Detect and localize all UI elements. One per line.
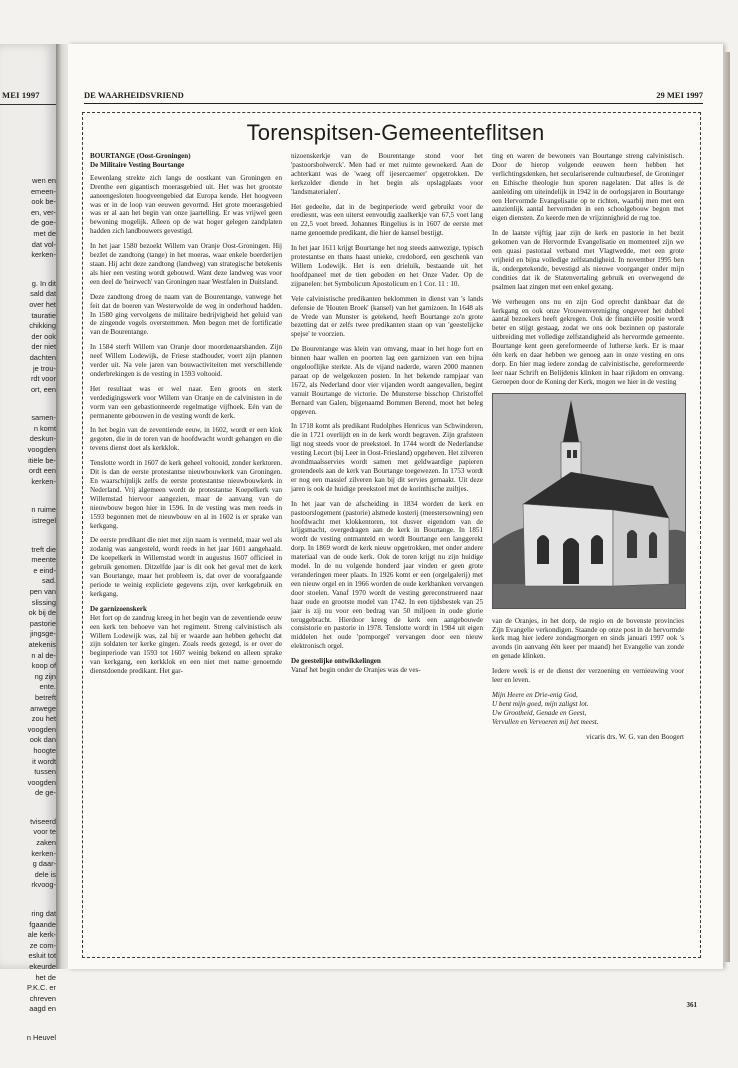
previous-page-line: voor te [33, 827, 56, 837]
previous-page-line: dat vol- [31, 239, 56, 249]
previous-page-line: emeen- [30, 186, 56, 196]
previous-page-text [2, 176, 56, 1062]
previous-page-line: en, ver- [30, 207, 56, 217]
previous-page-rule [0, 104, 56, 105]
previous-page-line: wen en [32, 176, 56, 185]
previous-page-line: voogden [27, 777, 56, 787]
previous-page-line: n komt [33, 423, 56, 433]
paragraph: In het begin van de zeventiende eeuw, in 1602, wordt er een klok gegoten, die in de toren van de hoofdwacht wordt gehangen en die tevens dienst doet als kerkklok. [90, 426, 282, 453]
column-1-body [90, 174, 282, 599]
previous-page-line: aagd en [29, 1004, 56, 1014]
previous-page-line: betreft [35, 692, 56, 702]
paragraph: In de laatste vijftig jaar zijn de kerk en pastorie in het bezit gekomen van de Hervormde Evangelisatie en momenteel zijn we een quasi pastoraal verband met Vlagtwedde, met een grote vrijheid en bijna volledige zelfstandigheid. In november 1995 ben ik, ondergetekende, bevestigd als nieuwe voorganger onder mijn condities dat ik de Statenvertaling gebruik en overwegend de psalmen laat zingen met een enkel gezang. [492, 229, 684, 291]
previous-page-line: n ruime [31, 505, 56, 515]
paragraph: Het fort op de zandrug kreeg in het begin van de zeventiende eeuw een kerk ten behoeve van het regiment. Streng calvinistisch als Willem Lodewijk was, zal hij er waarde aan hebben gehecht dat zijn soldaten ter kerke gingen. Zoals reeds gezegd, is er over de beginperiode van 1593 tot 1607 weinig bekend en alleen sprake van kerkgang, een kerkklok en een niet met name genoemde dienstdoende predikant. Het gar- [90, 613, 282, 676]
previous-page-line: koop of [31, 661, 56, 671]
paragraph-gap [2, 395, 56, 413]
previous-page-line: rdt voor [30, 374, 56, 384]
paragraph: In het jaar van de afscheiding in 1834 worden de kerk en pastoorslogement (pastorie) alsmede kosterij (meestersowning) een hoofdwacht met klokkentoren, tot dusver eigendom van de krijgsmacht, overgedragen aan de kerk in Bourtange. In 1851 wordt de vesting ontmanteld en wordt Bourtange een langgerekt dorp. In 1869 wordt de kerk nieuw opgetrokken, met onder andere materiaal van de oude kerk. Ook de toren krijgt nu zijn huidige model. In de nu volgende honderd jaar vinden er geen grote veranderingen meer plaats. In 1926 komt er een (orgelgalerij) met een nieuw orgel en in 1966 worden de oude kerkbanken vervangen door stoelen. Vanaf 1970 wordt de vesting gereconstrueerd naar haar oude en grootste model van 1742. In een tijdsbestek van 25 jaar is zij nu voor een bedrag van 50 miljoen in oude glorie teruggebracht. Hierdoor kreeg de kerk een aangebouwde consistorie en pastorie in 1978. Tenslotte wordt in 1984 uit eigen middelen het oude 'pomporgel' vervangen door een nieuw elektronisch orgel. [291, 499, 483, 651]
previous-page-line: treft die [31, 544, 56, 554]
author-signature: vicaris drs. W. G. van den Boogert [586, 732, 684, 741]
paragraph-gap [2, 527, 56, 545]
previous-page-line: n Heuvel [26, 1032, 56, 1042]
previous-page-line: ale kerk- [27, 930, 56, 940]
newspaper-page [68, 44, 723, 1009]
previous-page-line: dele is [34, 869, 56, 879]
previous-page-line: meente [31, 555, 56, 565]
paragraph: ting en waren de bewoners van Bourtange streng calvinistisch. Door de hierop volgende eeuwen heen hebben het verlichtingsdenken, het seculariserende cultuurbesef, de Groninger en Ethische theologie hun sporen nagelaten. Dat alles is de aanleiding om uiteindelijk in 1942 in de oorlogsjaren in Bourtange een Hervormde Evangelisatie op te richten, waarbij men met een aanzienlijk aantal hervormden in een schoolgebouw begon met eigen diensten. Zo keerde men de vrijzinnigheid de rug toe. [492, 152, 684, 223]
book-gutter [56, 44, 68, 969]
paragraph: Het resultaat was er wel naar. Een groots en sterk verdedigingswerk voor Willem van Oranje en de calvinisten in de vorm van een gebastionneerde regelmatige vijfhoek. Eén van de permanente gebouwen in de vesting wordt de kerk. [90, 384, 282, 420]
previous-page-line: tussen [34, 767, 56, 777]
previous-page-line: deskun- [29, 434, 56, 444]
paragraph-gap [2, 261, 56, 279]
previous-page-line: ok bij de [28, 608, 56, 618]
page-number: 361 [686, 1001, 697, 1009]
previous-page-line: voogden [27, 445, 56, 455]
paragraph: van de Oranjes, in het dorp, de regio en de bovenste provincies Zijn Evangelie verkondigen. Staande op onze post in de hervormde kerk mag hier iedere zondagmorgen en sinds januari 1997 ook 's avonds (in aanvang één keer per maand) het Evangelie van zonde en genade klinken. [492, 616, 684, 661]
publication-name: DE WAARHEIDSVRIEND [84, 90, 184, 100]
previous-page-line: slissing [31, 597, 56, 607]
paragraph: nizoenskerkje van de Bourentange stond voor het 'pastoorsbolwerck'. Men had er met ruimte gewoekerd. Aan de achterkant was de 'waeg off ijesercaemer' opgetrokken. De kerkzolder diende in het begin als opslagplaats voor 'landsmaterialen'. [291, 152, 483, 196]
previous-page-line: over het [29, 299, 56, 309]
previous-page-line: kerken- [31, 476, 56, 486]
section-heading-geestelijke-ontwikkelingen: De geestelijke ontwikkelingen [291, 657, 381, 666]
paragraph: Deze zandtong droeg de naam van de Bourentange, vanwege het feit dat de boeren van Westerwolde de weg in onderhoud hadden. In 1580 ging vervolgens de militaire bedrijvigheid het geluid van de zingende vogels overstemmen. Men begon met de fortificatie van de Bourentange. [90, 292, 282, 337]
previous-page-line: dachten [29, 352, 56, 362]
previous-page-line: jingsge- [30, 629, 56, 639]
previous-page-line: sald dat [30, 289, 56, 299]
previous-page-line: pastorie [29, 618, 56, 628]
paragraph: In het jaar 1611 krijgt Bourtange het nog steeds aanwezige, typisch protestantse en thans haast unieke, credobord, een geschenk van Willem Lodewijk. Het is een drieluik, bestaande uit het hoofdpaneel met de tien geboden en het Onze Vader. Op de zijpanelen: het Symbolicum Apostolicum en 1 Cor. 11 : 10. [291, 244, 483, 288]
previous-page-line: chreven [29, 993, 56, 1003]
paragraph: In het jaar 1580 bezoekt Willem van Oranje Oost-Groningen. Hij bezIet de zandtong (tange) in het moeras, waar enkele boerderijen staan. Hij acht deze zandtong (landweg) van strategische betekenis als hier een vesting wordt gebouwd. Want deze landweg was voor een deel de 'heirwech' van Groningen naar Westfalen in Duitsland. [90, 242, 282, 286]
section-heading-garnizoenskerk: De garnizoenskerk [90, 604, 147, 613]
paragraph-gap [2, 1015, 56, 1033]
paragraph: In 1718 komt als predikant Rudolphes Henricus van Schwinderen, die in 1721 overlijdt en in de kerk wordt begraven. Zijn grafsteen ligt nog steeds voor de preekstoel. In 1744 wordt de Nederlandse vesting Lecort (bij Leer in Oost-Friesland) opgeheven. Het zilveren avondmaalsservies wordt samen met geldwaardige papieren grotendeels aan de kerk van Bourtange toegewezen. In 1753 wordt er nog een massief zilveren kan bij dit servies gemaakt. Uit deze jaren is ook de huidige preekstoel met de korinthische zuiltjes. [291, 422, 483, 493]
paragraph-gap [2, 487, 56, 505]
paragraph-gap [2, 1044, 56, 1062]
previous-page-line: e eind- [33, 565, 56, 575]
previous-page-line: tauratie [31, 310, 56, 320]
previous-page-line: rkvoog- [31, 880, 56, 890]
previous-page-header: MEI 1997 [2, 90, 40, 100]
article-kicker [90, 152, 282, 170]
page-edge [723, 52, 730, 962]
previous-page-line: esluit tot [28, 951, 56, 961]
previous-page-line: istregel [32, 516, 56, 526]
article-column-2 [291, 152, 483, 681]
previous-page-line: voogden [27, 724, 56, 734]
text-line: Vervullen en Vervoeren mij het meest. [492, 717, 599, 726]
church-side-wall [613, 510, 669, 586]
previous-page-line: ente. [39, 682, 56, 692]
previous-page-line: met de [33, 228, 56, 238]
previous-page-line: zaken [36, 838, 56, 848]
previous-page-line: samen- [31, 413, 56, 423]
tower-window [567, 450, 571, 458]
kicker-location: BOURTANGE (Oost-Groningen) [90, 152, 191, 160]
text-line: U bent mijn goed, mijn zaligst lot. [492, 699, 589, 708]
previous-page-line: de ge- [35, 788, 56, 798]
previous-page-strip [0, 44, 56, 1042]
paragraph: In 1584 sterft Willem van Oranje door moordenaarshanden. Zijn neef Willem Lodewijk, de Friese stadhouder, voert zijn plannen verder uit. Na vele jaren van bouwactiviteiten met verschillende onderbrekingen is de vesting in 1593 voltooid. [90, 343, 282, 378]
paragraph: Tenslotte wordt in 1607 de kerk geheel voltooid, zonder kerktoren. Dit is dan de eerste protestantse nieuwbouwkerk van Groningen. En waarschijnlijk zelfs de eerste protestantse nieuwbouwkerk in Nederland. Vrij algemeen wordt de protestantse Koepelkerk van Willemstad hiervoor aangezien, maar de aanvang van de nieuwbouw begon hier in 1596. In de vesting was men reeds in 1593 begonnen met de nieuwbouw en al in 1602 is er sprake van kerkgang. [90, 459, 282, 530]
article-headline: Torenspitsen-Gemeenteflitsen [246, 120, 545, 145]
previous-page-line: je trou- [32, 363, 56, 373]
previous-page-line: ook dan [29, 735, 56, 745]
previous-page-line: het de [35, 972, 56, 982]
running-header [84, 90, 703, 100]
previous-page-line: hoogte [33, 745, 56, 755]
text-line: Mijn Heere en Drie-enig God, [492, 691, 578, 699]
previous-page-line: atekenis [28, 639, 56, 649]
church-side-window [649, 532, 657, 558]
previous-page-line: ze com- [29, 940, 56, 950]
column-3-body [492, 152, 684, 387]
previous-page-line: de goe- [30, 218, 56, 228]
previous-page-line: n al de- [31, 650, 56, 660]
previous-page-line: sad. [42, 576, 56, 586]
issue-date: 29 MEI 1997 [656, 90, 703, 100]
previous-page-line: ring dat [31, 909, 56, 919]
paragraph: Het gedeelte, dat in de beginperiode werd gebruikt voor de erediesnt, was een uiterst eenvoudig zaalkerkje van 67,5 voet lang en 22,5 voet breed. Johannes Ringelius is in 1607 de eerste met name genoemde predikant, die hier de kansel bestijgt. [291, 202, 483, 238]
church-window [537, 535, 549, 564]
previous-page-line: pen van [29, 587, 56, 596]
article-column-1 [90, 152, 282, 682]
previous-page-line: g. In dit [31, 278, 56, 288]
previous-page-line: der niet [31, 342, 56, 352]
paragraph-gap [2, 799, 56, 817]
previous-page-line: tviseerd [30, 816, 56, 826]
paragraph: De Bourentange was klein van omvang, maar in het hoge fort en binnen haar wallen en poorten lag een garnizoen van een bijna ongelooflijke sterkte. Als de vijand naderde, waren 2000 mannen paraat op de welgekozen posten. In het bekende rampjaar van 1672, als Nederland door vier vijanden wordt aangevallen, begint vanuit Bourtange de victorie. De Munsterse bisschop Christoffel Bernard van Galen, bijgenaamd Bommen Berend, moet het beleg opgeven. [291, 345, 483, 416]
church-window [591, 535, 603, 564]
church-side-window [627, 530, 637, 558]
kicker-title: De Militaire Vesting Bourtange [90, 160, 185, 169]
paragraph-gap [2, 891, 56, 909]
church-door [563, 538, 579, 584]
paragraph: Iedere week is er de dienst der verzoening en vernieuwing voor leer en leven. [492, 667, 684, 685]
church-illustration [493, 394, 685, 608]
column-3-continued [492, 617, 684, 685]
paragraph: Eewenlang strekte zich langs de oostkant van Groningen en Drenthe een gigantisch moerasgebied uit. Het was het grootste aaneengesloten hoogveengebied dat Europa kende. Het hoogveen was er in de loop van eeuwen gevormd. Het grote moerasgebied was er al aan het begin van onze jaartelling. Er was vrijwel geen bewoning mogelijk. Alleen op de wat hoger gelegen zandplaten hadden zich landbouwers gevestigd. [90, 173, 282, 236]
previous-page-line: ook be- [31, 197, 56, 207]
paragraph: De eerste predikant die niet met zijn naam is vermeld, maar wel als zodanig was aangesteld, wordt reeds in het jaar 1601 aangehaald. De koepelkerk in Willemstad wordt in augustus 1607 officieel in gebruik genomen. Ditzelfde jaar is dit ook het geval met de kerk van Bourtange, maar het probleem is, dat over de voorafgaande periode te weinig expliciete gegevens zijn, over kerkgebruik en kerkgang. [90, 536, 282, 598]
previous-page-line: der ook [31, 331, 56, 341]
church-photo [492, 393, 686, 609]
previous-page-line: ng zijn [34, 671, 56, 681]
previous-page-line: kerken- [31, 848, 56, 858]
column-2-body [291, 152, 483, 651]
previous-page-line: itiële be- [28, 455, 56, 465]
previous-page-line: ekeurde [29, 962, 56, 971]
closing-verse [492, 691, 684, 727]
article-column-3 [492, 152, 684, 742]
previous-page-line: fgaande [29, 919, 56, 929]
previous-page-line: chikking [29, 321, 56, 331]
header-rule [84, 103, 703, 104]
paragraph: Vele calvinistische predikanten beklommen in dienst van 's lands defensie de 'Houten Broek' (kansel) van het garnizoen. In 1648 als de Vrede van Munster is getekend, heeft Bourtange zo'n grote bezetting dat er zelfs twee predikanten staan op van 'geestelijcke spejse' te voorzien. [291, 294, 483, 339]
previous-page-line: zou het [31, 714, 56, 724]
previous-page-line: it wordt [32, 756, 56, 766]
ground [493, 584, 685, 608]
previous-page-line: anwege [30, 703, 56, 713]
previous-page-line: ort, een [30, 384, 56, 394]
previous-page-line: ordt een [28, 466, 56, 476]
paragraph: Vanaf het begin onder de Oranjes was de ves- [291, 666, 421, 675]
paragraph: We verheugen ons nu en zijn God oprecht dankbaar dat de kerkgang en ook onze Vrouwenvereniging ongeveer het dubbel aantal bezoekers heeft gekregen. Ook de financiële positie wordt beter en stijgt gestaag, zodat we ons ook bezinnen op pastorale uitbreiding met volledige zelfstandigheid als hervormde gemeente. Bourtange kent geen gereformeerde of lutherse kerk. Er is maar één kerk en daar hebben we genoeg aan in onze vesting en ons dorp. En hier mag iedere zondag de calvinistische, gereformeerde leer naar Schrift en Belijdenis klinken in haar rijkdom en omvang. Geroepen door de Koning der Kerk, mogen we hier in de vesting [492, 297, 684, 386]
previous-page-line: P.K.C. er [26, 983, 56, 993]
text-line: Uw Grootheid, Genade en Geest, [492, 708, 587, 717]
previous-page-line: kerken- [31, 250, 56, 260]
tower-window [573, 450, 577, 458]
previous-page-line: g daar- [32, 859, 56, 869]
